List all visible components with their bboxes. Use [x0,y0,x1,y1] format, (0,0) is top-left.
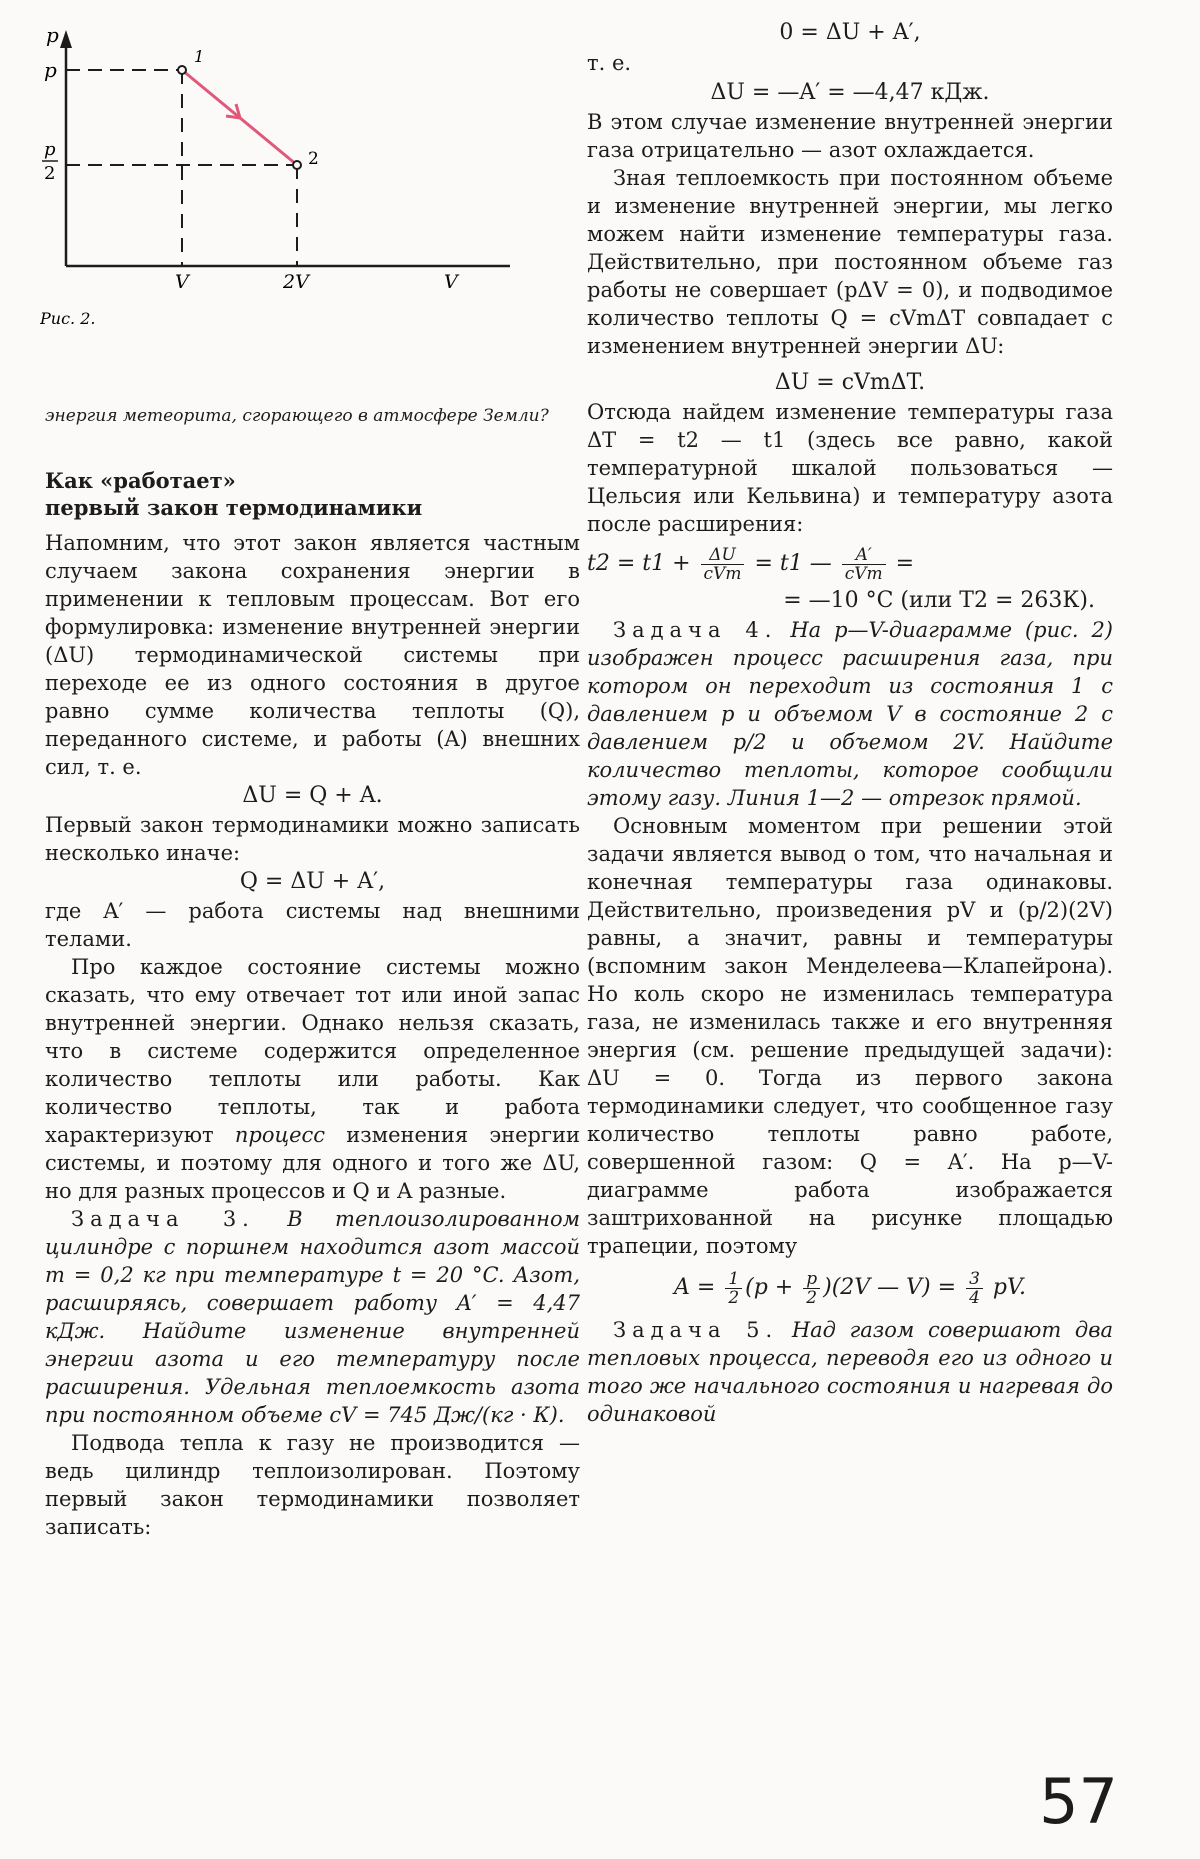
left-column [45,405,580,1541]
formula-t2: t2 = t1 + $\frac{\Delta U}{\text{cVm}}$ = t1 — $\frac{A'}{\text{cVm}}$ = [587,544,915,584]
page-number: 57 [1039,1765,1118,1838]
fraction-p-half: $\frac{p}{2}$ [803,1270,820,1307]
paragraph-states: Про каждое состояние системы можно сказать, что ему отвечает тот или иной запас внутренней энергии. Однако нельзя сказать, что в системе содержится определенное количество теплоты или работы. Как количество теплоты, так и работа характеризуют процесс изменения энергии системы, и поэтому для одного и того же ΔU, но для разных процессов и Q и A разные. [45,955,580,1203]
tick-v-label: V [175,271,189,293]
tick-p2-den: 2 [44,163,56,184]
point-2-label: 2 [308,149,319,169]
paragraph-where: где A′ — работа системы над внешними телами. [45,899,580,951]
fraction-a-cvm: $\frac{A'}{\text{cVm}}$ [842,546,886,583]
formula-delta-u: ΔU = —A′ = —4,47 кДж. [710,80,990,105]
paragraph-alt: Первый закон термодинамики можно записать несколько иначе: [45,813,580,865]
paragraph-cooling: В этом случае изменение внутренней энергии газа отрицательно — азот охлаждается. [587,110,1113,162]
section-heading-line1: Как «работает» [45,468,236,493]
paragraph-no-heat: Подвода тепла к газу не производится — ведь цилиндр теплоизолирован. Поэтому первый закон термодинамики позволяет записать: [45,1431,580,1539]
task-3 [45,1205,580,1429]
tick-p2-num: p [44,139,56,160]
paragraph-solution-4: Основным моментом при решении этой задачи является вывод о том, что начальная и конечная температуры газа одинаковы. Действительно, произведения pV и (p/2)(2V) равны, а значит, равны и температуры (вспомним закон Менделеева—Клапейрона). Но коль скоро не изменилась температура газа, не изменилась также и его внутренняя энергия (см. решение предыдущей задачи): ΔU = 0. Тогда из первого закона термодинамики следует, что сообщенное газу количество теплоты равно работе, совершенной газом: Q = A′. На p—V-диаграмме работа изображается заштрихованной на рисунке площадью трапеции, поэтому [587,814,1113,1258]
paragraph-temperature: Отсюда найдем изменение температуры газа ΔT = t2 — t1 (здесь все равно, какой температурной шкалой пользоваться — Цельсия или Кельвина) и температуру азота после расширения: [587,400,1113,536]
point-1 [178,66,186,74]
paragraph-law: Напомним, что этот закон является частным случаем закона сохранения энергии в применении к тепловым процессам. Вот его формулировка: изменение внутренней энергии (ΔU) термодинамической системы при переходе ее из одного состояния в другое равно сумме количества теплоты (Q), переданного системе, и работы (A) внешних сил, т. е. [45,531,580,779]
y-axis-arrow [60,30,72,48]
paragraph-heat-capacity: Зная теплоемкость при постоянном объеме и изменение внутренней энергии, мы легко можем найти изменение температуры газа. Действительно, при постоянном объеме газ работы не совершает (pΔV = 0), и подводимое количество теплоты Q = cVmΔT совпадает с изменением внутренней энергии ΔU: [587,166,1113,358]
formula-du-cvmdt: ΔU = cVmΔT. [774,370,926,395]
formula-work: A = $\frac{1}{2}$ (p + $\frac{p}{2}$ )(2V — V) = $\frac{3}{4}$ pV. [673,1268,1027,1308]
fraction-three-quarters: $\frac{3}{4}$ [966,1270,983,1307]
formula-first-law: ΔU = Q + A. [242,783,383,808]
axis-y-label: p [46,23,59,47]
emphasis-process: процесс [234,1123,326,1147]
text-te: т. е. [587,51,632,75]
task-3-label: Задача 3. [71,1207,255,1231]
formula-zero: 0 = ΔU + A′, [779,20,921,45]
task-5-text: Над газом совершают два тепловых процесса, переводя его из одного и того же начального состояния и нагревая до одинаковой [587,1318,1113,1426]
task-4-text: На p—V-диаграмме (рис. 2) изображен процесс расширения газа, при котором он переходит из состояния 1 с давлением p и объемом V в состояние 2 с давлением p/2 и объемом 2V. Найдите количество теплоты, которое сообщили этому газу. Линия 1—2 — отрезок прямой. [587,618,1113,810]
tick-2v-label: 2V [283,271,309,293]
figure-caption: Рис. 2. [40,309,96,328]
task-3-text: В теплоизолированном цилиндре с поршнем находится азот массой m = 0,2 кг при температуре t = 20 °C. Азот, расширяясь, совершает работу A′ = 4,47 кДж. Найдите изменение внутренней энергии азота и его температуру после расширения. Удельная теплоемкость азота при постоянном объеме cV = 745 Дж/(кг · К). [45,1207,580,1427]
point-2 [293,161,301,169]
section-heading-line2: первый закон термодинамики [45,495,423,520]
tick-p-label: p [44,58,57,82]
task-4-label: Задача 4. [613,618,778,642]
point-1-label: 1 [194,47,205,66]
question-caption: энергия метеорита, сгорающего в атмосфере Земли? [45,406,549,426]
task-5 [587,1316,1113,1428]
pv-diagram [40,22,560,342]
fraction-half: $\frac{1}{2}$ [725,1270,742,1307]
fraction-du-cvm: $\frac{\Delta U}{\text{cVm}}$ [701,546,745,583]
axis-x-label: V [444,271,458,293]
formula-t2-result: = —10 °C (или T2 = 263К). [783,588,1095,613]
task-5-label: Задача 5. [613,1318,779,1342]
right-column [587,18,1113,1428]
task-4 [587,616,1113,812]
formula-first-law-alt: Q = ΔU + A′, [239,869,386,894]
